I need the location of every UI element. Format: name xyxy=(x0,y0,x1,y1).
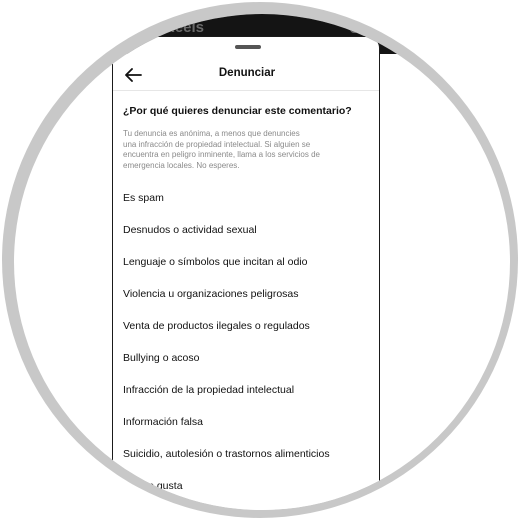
report-option-nudity[interactable]: Desnudos o actividad sexual xyxy=(123,224,257,236)
circular-frame xyxy=(2,2,518,518)
report-option-bullying[interactable]: Bullying o acoso xyxy=(123,352,200,364)
report-option-violence[interactable]: Violencia u organizaciones peligrosas xyxy=(123,288,299,300)
report-option-dont-like[interactable]: No me gusta xyxy=(123,480,183,492)
disclaimer-line: una infracción de propiedad intelectual. Si alguien se xyxy=(123,139,311,149)
report-option-false-information[interactable]: Información falsa xyxy=(123,416,203,428)
disclaimer-line: encuentra en peligro inminente, llama a los servicios de xyxy=(123,150,320,159)
sheet-drag-handle[interactable] xyxy=(235,45,261,49)
report-option-self-harm[interactable]: Suicidio, autolesión o trastornos alimenticios xyxy=(123,448,330,460)
report-disclaimer xyxy=(123,129,373,171)
header-divider xyxy=(113,90,380,91)
sheet-title: Denunciar xyxy=(218,67,276,79)
disclaimer-line: emergencia locales. No esperes. xyxy=(123,160,240,170)
screenshot-viewport xyxy=(14,14,510,510)
disclaimer-line: Tu denuncia es anónima, a menos que denuncies xyxy=(123,129,300,138)
report-option-hate-speech[interactable]: Lenguaje o símbolos que incitan al odio xyxy=(123,256,308,268)
report-question: ¿Por qué quieres denunciar este comentario? xyxy=(123,105,352,117)
report-option-intellectual-property[interactable]: Infracción de la propiedad intelectual xyxy=(123,384,295,396)
report-option-spam[interactable]: Es spam xyxy=(123,192,164,204)
report-bottom-sheet xyxy=(112,36,380,510)
background-app-title: Reels xyxy=(164,19,205,36)
report-reason-list xyxy=(113,186,380,506)
camera-icon[interactable] xyxy=(350,19,364,33)
report-option-illegal-sales[interactable]: Venta de productos ilegales o regulados xyxy=(123,320,310,332)
